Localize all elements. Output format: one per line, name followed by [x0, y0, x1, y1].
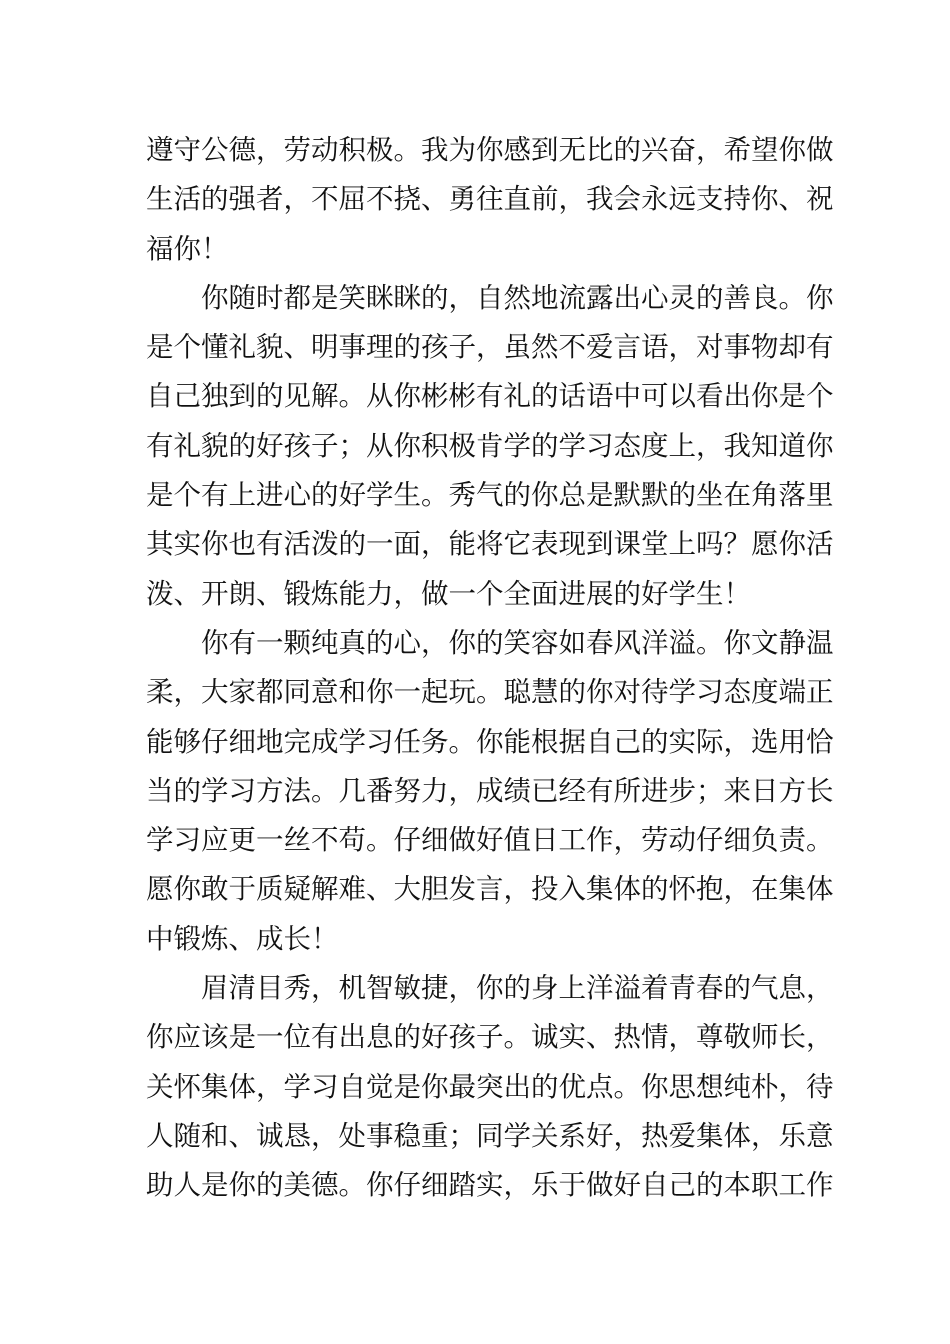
text-line: 关怀集体，学习自觉是你最突出的优点。你思想纯朴，待	[146, 1070, 834, 1103]
paragraph-first-line: 你随时都是笑眯眯的，自然地流露出心灵的善良。你	[201, 281, 834, 314]
text-line: 中锻炼、成长！	[146, 922, 339, 955]
text-line: 遵守公德，劳动积极。我为你感到无比的兴奋，希望你做	[146, 134, 834, 166]
text-line: 是个懂礼貌、明事理的孩子，虽然不爱言语，对事物却有	[146, 331, 834, 364]
text-line: 泼、开朗、锻炼能力，做一个全面进展的好学生！	[146, 577, 751, 610]
text-line: 人随和、诚恳，处事稳重；同学关系好，热爱集体，乐意	[146, 1119, 834, 1152]
text-line: 学习应更一丝不苟。仔细做好值日工作，劳动仔细负责。	[146, 824, 834, 857]
text-line: 助人是你的美德。你仔细踏实，乐于做好自己的本职工作	[146, 1169, 834, 1202]
text-line: 当的学习方法。几番努力，成绩已经有所进步；来日方长	[146, 774, 834, 807]
body-text	[146, 126, 834, 1211]
text-line: 自己独到的见解。从你彬彬有礼的话语中可以看出你是个	[146, 380, 834, 413]
text-line: 福你！	[146, 232, 229, 265]
text-line: 是个有上进心的好学生。秀气的你总是默默的坐在角落里	[146, 479, 834, 512]
text-line: 愿你敢于质疑解难、大胆发言，投入集体的怀抱，在集体	[146, 873, 834, 906]
text-line: 生活的强者，不屈不挠、勇往直前，我会永远支持你、祝	[146, 183, 834, 216]
text-line: 有礼貌的好孩子；从你积极肯学的学习态度上，我知道你	[146, 429, 834, 462]
text-line: 其实你也有活泼的一面，能将它表现到课堂上吗？愿你活	[146, 528, 834, 561]
paragraph-first-line: 你有一颗纯真的心，你的笑容如春风洋溢。你文静温	[201, 626, 834, 659]
text-line: 你应该是一位有出息的好孩子。诚实、热情，尊敬师长，	[146, 1021, 834, 1054]
paragraph-first-line: 眉清目秀，机智敏捷，你的身上洋溢着青春的气息，	[201, 972, 834, 1005]
text-line: 柔，大家都同意和你一起玩。聪慧的你对待学习态度端正	[146, 676, 834, 709]
text-line: 能够仔细地完成学习任务。你能根据自己的实际，选用恰	[146, 725, 834, 758]
